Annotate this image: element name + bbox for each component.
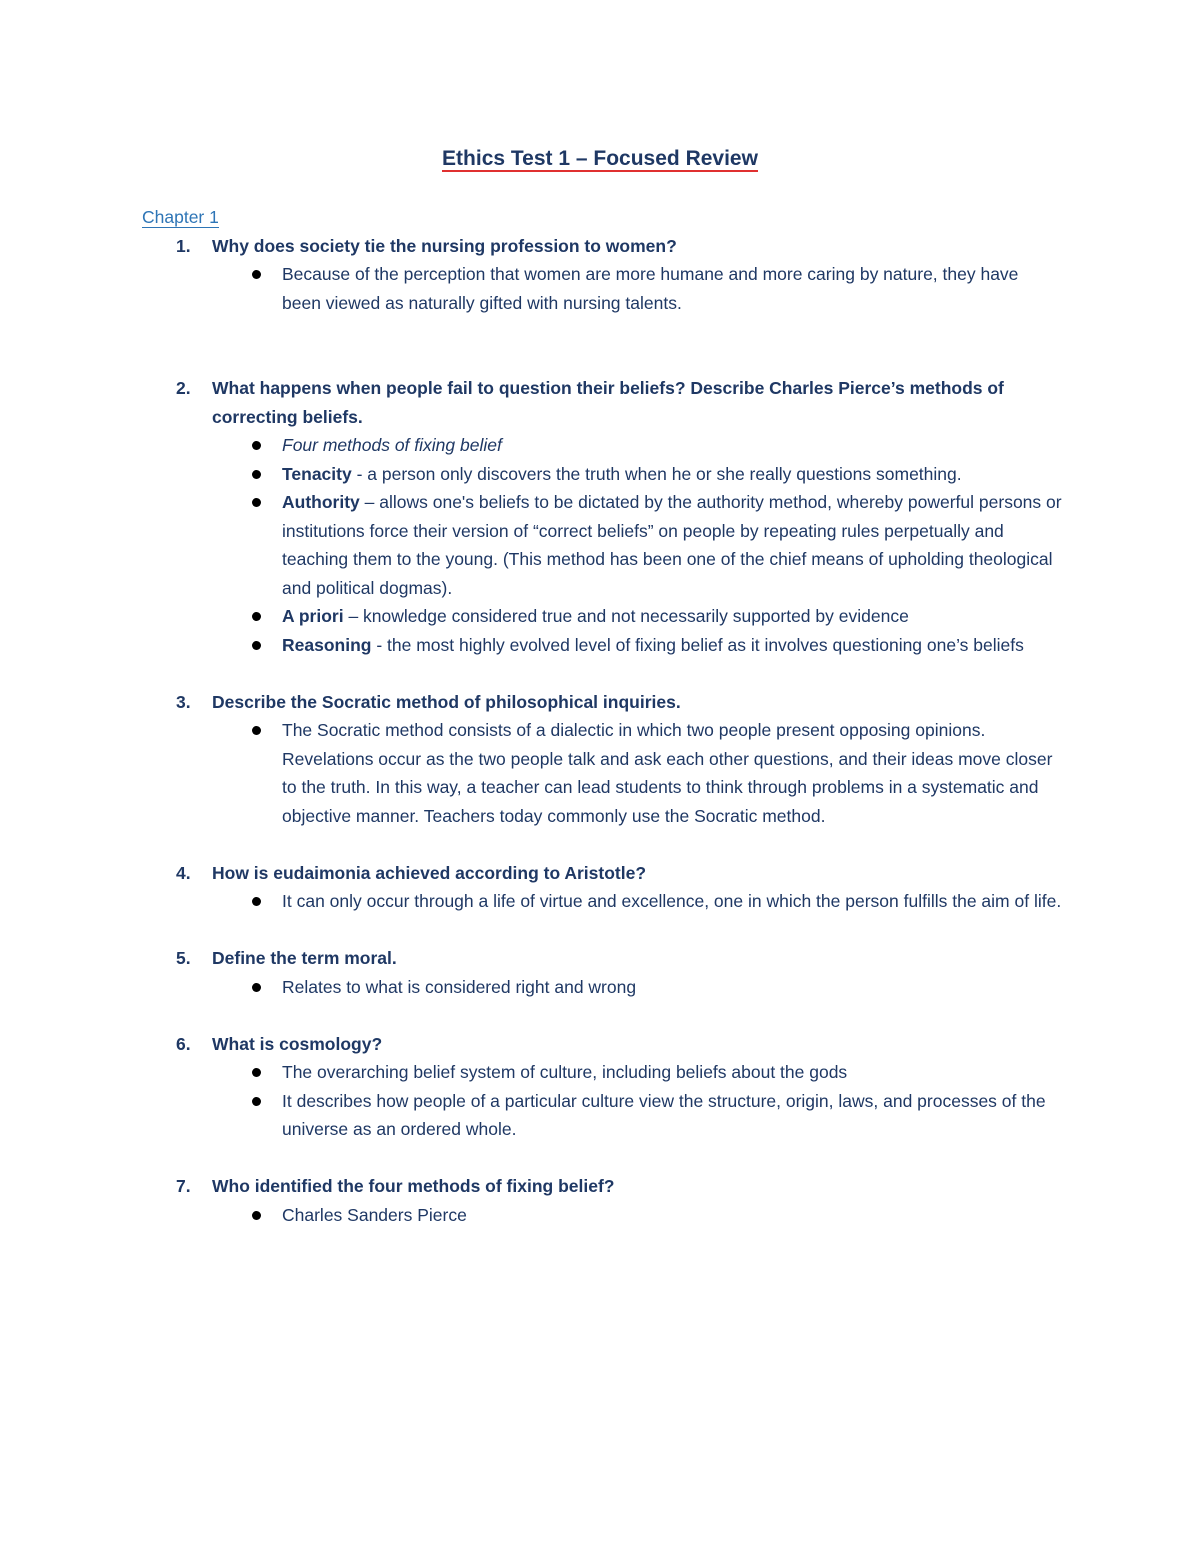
bullet-icon: [252, 641, 261, 650]
answer-item: [282, 1201, 1062, 1230]
spacer: [142, 1001, 1082, 1030]
bullet-icon: [252, 612, 261, 621]
answer-term: Reasoning: [282, 634, 372, 655]
answer-item: [282, 488, 1062, 602]
answer-text: Charles Sanders Pierce: [282, 1204, 467, 1225]
answer-list: [142, 716, 1082, 830]
question-number: 2.: [176, 378, 191, 398]
answer-list: [142, 1058, 1082, 1144]
answer-item: [282, 973, 1062, 1002]
question-text: Why does society tie the nursing profession to women?: [212, 235, 677, 256]
answer-item: [282, 431, 1062, 460]
question-3: [142, 688, 1082, 831]
question-1: [142, 232, 1082, 318]
answer-item: [282, 260, 1062, 317]
question-text: What happens when people fail to question their beliefs? Describe Charles Pierce’s methods of correcting beliefs.: [212, 378, 1004, 427]
question-number: 5.: [176, 948, 191, 968]
question-text: Who identified the four methods of fixing belief?: [212, 1176, 615, 1196]
answer-text: The Socratic method consists of a dialectic in which two people present opposing opinions. Revelations occur as the two people talk and ask each other questions, and their ideas move closer to the truth. In this way, a teacher can lead students to think through problems in a systematic and objective manner. Teachers today commonly use the Socratic method.: [282, 720, 1053, 826]
bullet-icon: [252, 441, 261, 450]
bullet-icon: [252, 1211, 261, 1220]
question-2: [142, 374, 1082, 659]
question-text: Describe the Socratic method of philosophical inquiries.: [212, 691, 681, 712]
bullet-icon: [252, 470, 261, 479]
answer-item: [282, 602, 1062, 631]
bullet-icon: [252, 897, 261, 906]
document-title-text: Ethics Test 1 – Focused Review: [442, 147, 758, 170]
bullet-icon: [252, 1068, 261, 1077]
answer-list: [142, 1201, 1082, 1230]
answer-item: [282, 1087, 1062, 1144]
bullet-icon: [252, 983, 261, 992]
answer-text: – allows one's beliefs to be dictated by the authority method, whereby powerful persons or institutions force their version of “correct beliefs” on people by repeating rules perpetually and teaching them to the young. (This method has been one of the chief means of upholding theological and political dogmas).: [282, 492, 1062, 598]
question-number: 3.: [176, 691, 191, 712]
bullet-icon: [252, 726, 261, 735]
answer-text: Four methods of fixing belief: [282, 435, 502, 455]
answer-list: [142, 260, 1082, 317]
bullet-icon: [252, 1097, 261, 1106]
question-text: How is eudaimonia achieved according to Aristotle?: [212, 862, 647, 883]
chapter-heading-text: Chapter 1: [142, 207, 219, 227]
answer-term: A priori: [282, 606, 344, 626]
spacer: [142, 1144, 1082, 1173]
question-7: [142, 1172, 1082, 1229]
question-4: [142, 859, 1082, 916]
question-number: 4.: [176, 862, 191, 883]
document-title: [0, 144, 1200, 174]
answer-text: The overarching belief system of culture, including beliefs about the gods: [282, 1062, 848, 1082]
question-number: 7.: [176, 1176, 191, 1196]
bullet-icon: [252, 498, 261, 507]
answer-list: [142, 431, 1082, 659]
question-5: [142, 944, 1082, 1001]
answer-text: It describes how people of a particular culture view the structure, origin, laws, and processes of the universe as an ordered whole.: [282, 1090, 1046, 1139]
document-body: [142, 203, 1082, 1229]
spacer: [142, 659, 1082, 688]
question-6: [142, 1030, 1082, 1144]
answer-text: - the most highly evolved level of fixing belief as it involves questioning one’s beliefs: [371, 634, 1024, 655]
question-text: What is cosmology?: [212, 1033, 383, 1054]
spacer: [142, 317, 1082, 374]
question-number: 6.: [176, 1033, 191, 1054]
answer-item: [282, 460, 1062, 489]
question-number: 1.: [176, 235, 191, 256]
answer-item: [282, 887, 1062, 916]
answer-text: Relates to what is considered right and wrong: [282, 976, 637, 997]
answer-text: It can only occur through a life of virtue and excellence, one in which the person fulfills the aim of life.: [282, 891, 1062, 911]
spacer: [142, 916, 1082, 945]
chapter-heading: [142, 203, 1082, 232]
answer-item: [282, 631, 1062, 660]
answer-list: [142, 973, 1082, 1002]
answer-item: [282, 1058, 1062, 1087]
answer-text: Because of the perception that women are more humane and more caring by nature, they have been viewed as naturally gifted with nursing talents.: [282, 264, 1019, 313]
spacer: [142, 830, 1082, 859]
answer-item: [282, 716, 1062, 830]
answer-text: - a person only discovers the truth when he or she really questions something.: [351, 463, 962, 484]
answer-term: Tenacity: [282, 463, 352, 484]
question-text: Define the term moral.: [212, 948, 397, 968]
answer-term: Authority: [282, 492, 360, 512]
answer-list: [142, 887, 1082, 916]
bullet-icon: [252, 270, 261, 279]
answer-text: – knowledge considered true and not necessarily supported by evidence: [343, 606, 909, 626]
